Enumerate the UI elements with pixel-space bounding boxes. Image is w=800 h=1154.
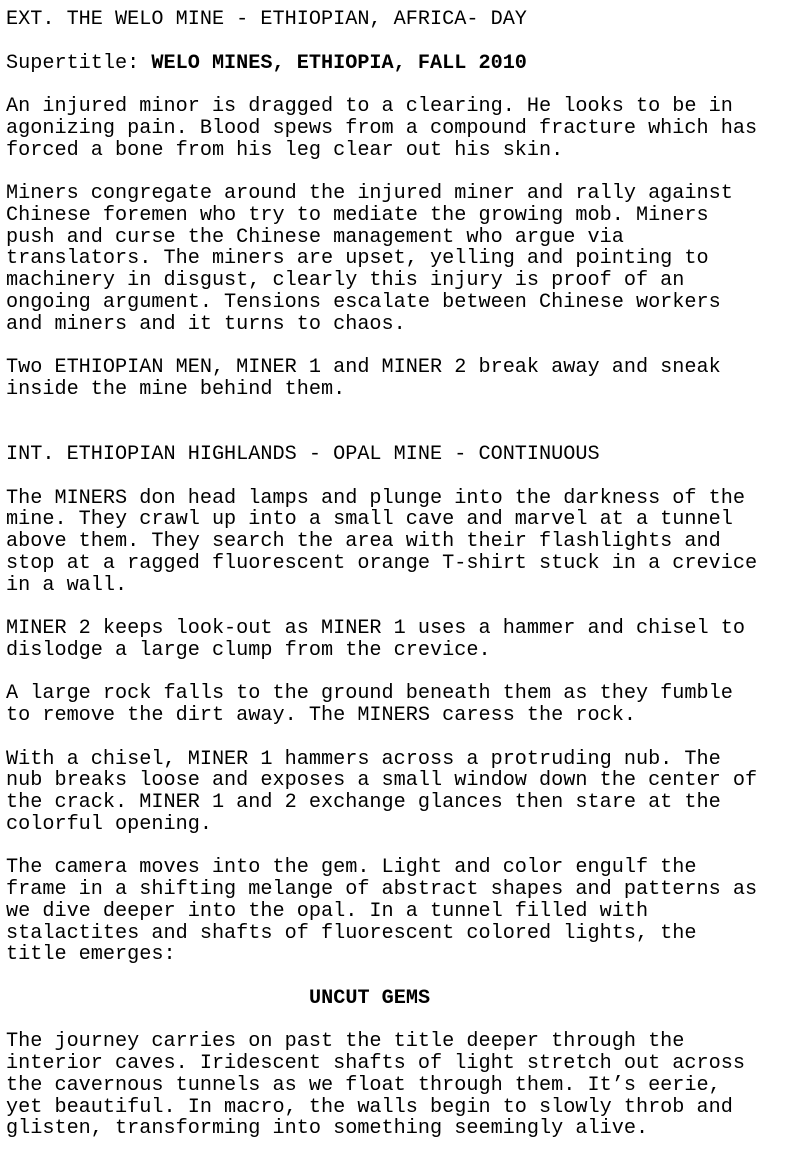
action-line: interior caves. Iridescent shafts of light stretch out across bbox=[6, 1052, 745, 1075]
action-paragraph bbox=[6, 618, 800, 662]
spacer bbox=[6, 401, 800, 423]
spacer bbox=[6, 727, 800, 749]
action-line: and miners and it turns to chaos. bbox=[6, 312, 406, 336]
action-line: colorful opening. bbox=[6, 812, 212, 836]
scene-heading: EXT. THE WELO MINE - ETHIOPIAN, AFRICA- DAY bbox=[6, 8, 527, 31]
action-line: we dive deeper into the opal. In a tunnel filled with bbox=[6, 899, 649, 923]
action-line: The camera moves into the gem. Light and color engulf the bbox=[6, 856, 697, 880]
action-line: An injured minor is dragged to a clearing. He looks to be in bbox=[6, 95, 733, 118]
action-line: mine. They crawl up into a small cave and marvel at a tunnel bbox=[6, 508, 733, 532]
supertitle-line bbox=[6, 53, 800, 75]
action-line: stop at a ragged fluorescent orange T-shirt stuck in a crevice bbox=[6, 551, 758, 575]
action-paragraph bbox=[6, 357, 800, 401]
action-line: With a chisel, MINER 1 hammers across a protruding nub. The bbox=[6, 747, 721, 771]
action-paragraph bbox=[6, 683, 800, 727]
action-line: MINER 2 keeps look-out as MINER 1 uses a hammer and chisel to bbox=[6, 617, 745, 640]
spacer bbox=[6, 466, 800, 488]
action-line: ongoing argument. Tensions escalate between Chinese workers bbox=[6, 290, 721, 314]
title-card: UNCUT GEMS bbox=[309, 986, 431, 1010]
supertitle-label: Supertitle: bbox=[6, 51, 152, 75]
action-line: translators. The miners are upset, yelling and pointing to bbox=[6, 247, 709, 271]
action-line: A large rock falls to the ground beneath them as they fumble bbox=[6, 682, 733, 706]
action-line: above them. They search the area with their flashlights and bbox=[6, 530, 721, 553]
action-paragraph bbox=[6, 96, 800, 161]
action-line: forced a bone from his leg clear out his skin. bbox=[6, 138, 564, 162]
action-line: stalactites and shafts of fluorescent colored lights, the bbox=[6, 921, 697, 945]
action-line: machinery in disgust, clearly this injury is proof of an bbox=[6, 269, 685, 292]
action-line: agonizing pain. Blood spews from a compound fracture which has bbox=[6, 116, 758, 140]
action-line: glisten, transforming into something seemingly alive. bbox=[6, 1117, 649, 1141]
action-line: the cavernous tunnels as we float through them. It’s eerie, bbox=[6, 1073, 721, 1097]
action-line: push and curse the Chinese management who argue via bbox=[6, 225, 624, 249]
spacer bbox=[6, 836, 800, 858]
action-line: Chinese foremen who try to mediate the growing mob. Miners bbox=[6, 203, 709, 227]
action-line: The MINERS don head lamps and plunge into the darkness of the bbox=[6, 486, 745, 510]
supertitle-text: WELO MINES, ETHIOPIA, FALL 2010 bbox=[151, 51, 527, 75]
action-line: yet beautiful. In macro, the walls begin to slowly throb and bbox=[6, 1095, 733, 1119]
action-line: The journey carries on past the title deeper through the bbox=[6, 1030, 685, 1054]
action-line: title emerges: bbox=[6, 943, 176, 967]
action-line: frame in a shifting melange of abstract shapes and patterns as bbox=[6, 878, 758, 901]
action-line: dislodge a large clump from the crevice. bbox=[6, 638, 491, 662]
action-paragraph bbox=[6, 183, 800, 335]
action-line: Miners congregate around the injured miner and rally against bbox=[6, 182, 733, 205]
action-line: nub breaks loose and exposes a small window down the center of bbox=[6, 769, 758, 793]
action-line: in a wall. bbox=[6, 573, 128, 597]
scene-heading: INT. ETHIOPIAN HIGHLANDS - OPAL MINE - CONTINUOUS bbox=[6, 443, 600, 466]
spacer bbox=[6, 596, 800, 618]
action-line: the crack. MINER 1 and 2 exchange glances then stare at the bbox=[6, 791, 721, 814]
action-line: to remove the dirt away. The MINERS caress the rock. bbox=[6, 704, 636, 727]
spacer bbox=[6, 662, 800, 684]
spacer bbox=[6, 966, 800, 988]
spacer bbox=[6, 335, 800, 357]
action-line: Two ETHIOPIAN MEN, MINER 1 and MINER 2 break away and sneak bbox=[6, 356, 721, 379]
action-paragraph bbox=[6, 749, 800, 836]
spacer bbox=[6, 74, 800, 96]
spacer bbox=[6, 161, 800, 183]
spacer bbox=[6, 422, 800, 444]
action-paragraph bbox=[6, 857, 800, 966]
action-paragraph bbox=[6, 488, 800, 597]
action-line: inside the mine behind them. bbox=[6, 377, 346, 401]
spacer bbox=[6, 1010, 800, 1032]
action-paragraph bbox=[6, 1031, 800, 1140]
spacer bbox=[6, 31, 800, 53]
